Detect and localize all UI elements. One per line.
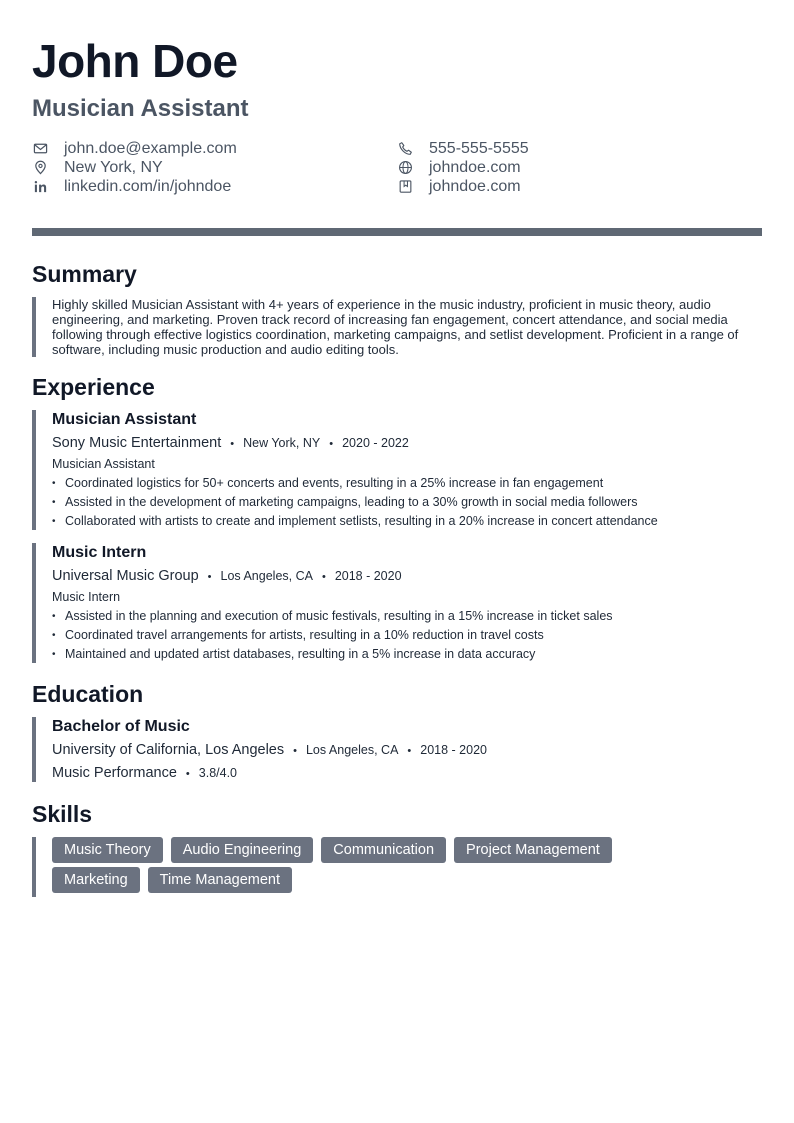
contact-phone-text: 555-555-5555 [429, 139, 529, 157]
phone-icon [397, 141, 413, 157]
skill-chip: Project Management [454, 837, 612, 863]
contact-website[interactable] [397, 158, 762, 177]
linkedin-icon [32, 179, 48, 195]
mail-icon [32, 141, 48, 157]
job-dates: 2020 - 2022 [342, 436, 409, 450]
job-bullet: • Maintained and updated artist databases, resulting in a 5% increase in data accuracy [52, 645, 762, 664]
experience-heading: Experience [32, 374, 155, 400]
education-dates: 2018 - 2020 [420, 743, 487, 757]
job-location: New York, NY [243, 436, 321, 450]
education-gpa: 3.8/4.0 [198, 766, 237, 780]
contact-portfolio-text: johndoe.com [429, 177, 521, 195]
job-company: Sony Music Entertainment [52, 435, 222, 451]
skill-chip: Marketing [52, 867, 140, 893]
summary-text: Highly skilled Musician Assistant with 4+ years of experience in the music industry, proficient in music theory, audio engineering, and marketing. Proven track record of increasing fan engagement, concert attendance, and social media following through effective logistics coordination, marketing campaigns, and setlist development. Proficient in a range of software, including music production and audio editing tools. [52, 297, 739, 357]
contact-list [32, 139, 762, 196]
skills-block [32, 837, 762, 897]
job-entry [32, 410, 762, 530]
education-heading: Education [32, 681, 144, 707]
contact-location-text: New York, NY [64, 158, 163, 176]
contact-location [32, 158, 397, 177]
contact-linkedin-text: linkedin.com/in/johndoe [64, 177, 232, 195]
job-bullet: • Assisted in the planning and execution of music festivals, resulting in a 15% increase in ticket sales [52, 607, 762, 626]
job-title: Music Intern [52, 544, 147, 561]
separator-dot: • [321, 571, 326, 583]
job-bullet-text: Coordinated travel arrangements for artists, resulting in a 10% reduction in travel costs [65, 628, 544, 642]
job-bullet-text: Collaborated with artists to create and implement setlists, resulting in a 20% increase in concert attendance [65, 514, 658, 528]
job-location: Los Angeles, CA [220, 569, 313, 583]
contact-website-text: johndoe.com [429, 158, 521, 176]
job-title: Musician Assistant [52, 411, 197, 428]
skill-chip: Communication [321, 837, 446, 863]
job-bullets [52, 607, 762, 664]
contact-email-text: john.doe@example.com [64, 139, 237, 157]
separator-dot: • [230, 438, 235, 450]
header-divider [32, 228, 762, 236]
job-bullet: • Coordinated travel arrangements for artists, resulting in a 10% reduction in travel costs [52, 626, 762, 645]
education-degree: Bachelor of Music [52, 718, 190, 735]
candidate-title: Musician Assistant [32, 95, 249, 122]
separator-dot: • [329, 438, 334, 450]
job-bullet-text: Assisted in the planning and execution of music festivals, resulting in a 15% increase in ticket sales [65, 609, 613, 623]
job-dates: 2018 - 2020 [334, 569, 402, 583]
job-entry [32, 543, 762, 663]
separator-dot: • [185, 768, 190, 780]
job-bullet: • Collaborated with artists to create and implement setlists, resulting in a 20% increase in concert attendance [52, 512, 762, 531]
job-bullet-text: Maintained and updated artist databases, resulting in a 5% increase in data accuracy [65, 647, 536, 661]
job-meta [52, 566, 762, 587]
globe-icon [397, 160, 413, 176]
job-meta [52, 433, 762, 454]
skills-list [52, 837, 702, 893]
job-role: Music Intern [52, 590, 121, 604]
contact-email[interactable] [32, 139, 397, 158]
separator-dot: • [293, 745, 297, 757]
separator-dot: • [207, 571, 212, 583]
job-bullets [52, 474, 762, 531]
location-icon [32, 160, 48, 176]
contact-linkedin[interactable] [32, 177, 397, 196]
skill-chip: Audio Engineering [171, 837, 314, 863]
job-bullet: • Coordinated logistics for 50+ concerts and events, resulting in a 25% increase in fan engagement [52, 474, 762, 493]
job-bullet-text: Coordinated logistics for 50+ concerts and events, resulting in a 25% increase in fan engagement [65, 476, 604, 490]
education-entry [32, 717, 762, 782]
education-field: Music Performance [52, 765, 177, 781]
education-school: University of California, Los Angeles [52, 742, 285, 758]
contact-portfolio[interactable] [397, 177, 762, 196]
education-meta [52, 740, 762, 761]
separator-dot: • [407, 745, 412, 757]
job-company: Universal Music Group [52, 568, 199, 584]
candidate-name: John Doe [32, 35, 238, 87]
portfolio-icon [397, 179, 413, 195]
skill-chip: Time Management [148, 867, 292, 893]
education-field-line [52, 763, 762, 784]
education-location: Los Angeles, CA [305, 743, 399, 757]
skills-heading: Skills [32, 801, 93, 827]
contact-phone[interactable] [397, 139, 762, 158]
skill-chip: Music Theory [52, 837, 163, 863]
job-role: Musician Assistant [52, 457, 155, 471]
job-bullet-text: Assisted in the development of marketing campaigns, leading to a 30% growth in social media followers [65, 495, 638, 509]
job-bullet: • Assisted in the development of marketing campaigns, leading to a 30% growth in social media followers [52, 493, 762, 512]
summary-heading: Summary [32, 261, 137, 287]
summary-block [32, 297, 762, 357]
